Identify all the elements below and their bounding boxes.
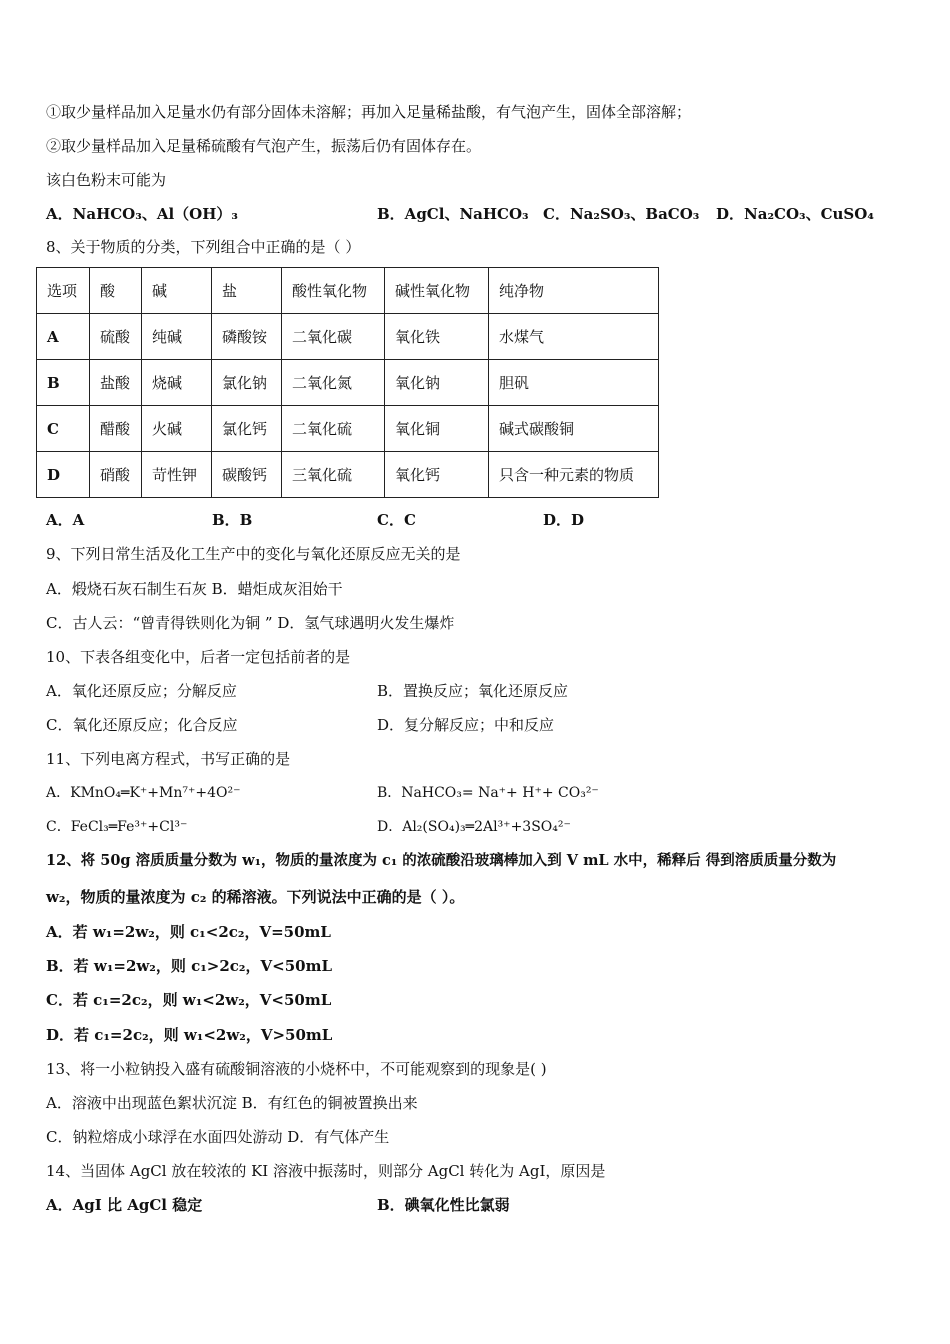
header-cell: 碱 xyxy=(142,268,212,314)
table-row xyxy=(37,452,659,498)
table-row xyxy=(37,406,659,452)
q7-option-b: B．AgCl、NaHCO₃ xyxy=(377,205,529,223)
header-cell: 酸 xyxy=(90,268,142,314)
table-cell: 烧碱 xyxy=(142,360,212,406)
classification-table xyxy=(36,267,659,498)
header-cell: 纯净物 xyxy=(489,268,659,314)
table-cell: 氧化钠 xyxy=(385,360,489,406)
header-cell: 碱性氧化物 xyxy=(385,268,489,314)
table-cell: 氧化铁 xyxy=(385,314,489,360)
q10-option-a: A．氧化还原反应；分解反应 xyxy=(46,682,237,700)
table-cell: A xyxy=(37,314,90,360)
table-cell: 醋酸 xyxy=(90,406,142,452)
q12-option-b: B．若 w₁=2w₂，则 c₁>2c₂，V<50mL xyxy=(46,957,333,975)
table-cell: 硝酸 xyxy=(90,452,142,498)
table-cell: 磷酸铵 xyxy=(212,314,282,360)
q7-prompt: 该白色粉末可能为 xyxy=(46,171,167,189)
q12-option-c: C．若 c₁=2c₂，则 w₁<2w₂，V<50mL xyxy=(46,991,332,1009)
table-cell: 氧化铜 xyxy=(385,406,489,452)
table-cell: C xyxy=(37,406,90,452)
table-row xyxy=(37,314,659,360)
q9-options-line-2: C．古人云：“曾青得铁则化为铜 ” D．氢气球遇明火发生爆炸 xyxy=(46,614,455,632)
table-cell: 二氧化硫 xyxy=(282,406,385,452)
q13-stem: 13、将一小粒钠投入盛有硫酸铜溶液的小烧杯中，不可能观察到的现象是( ) xyxy=(46,1060,547,1078)
q9-stem: 9、下列日常生活及化工生产中的变化与氧化还原反应无关的是 xyxy=(46,545,461,563)
header-cell: 盐 xyxy=(212,268,282,314)
q7-statement-2: ②取少量样品加入足量稀硫酸有气泡产生，振荡后仍有固体存在。 xyxy=(46,137,482,155)
q8-option-a: A．A xyxy=(46,511,85,529)
table-cell: 二氧化氮 xyxy=(282,360,385,406)
table-cell: 纯碱 xyxy=(142,314,212,360)
table-row xyxy=(37,360,659,406)
table-cell: 碱式碳酸铜 xyxy=(489,406,659,452)
q7-option-c: C．Na₂SO₃、BaCO₃ xyxy=(543,205,700,223)
header-cell: 酸性氧化物 xyxy=(282,268,385,314)
q10-option-b: B．置换反应；氧化还原反应 xyxy=(377,682,569,700)
q11-stem: 11、下列电离方程式，书写正确的是 xyxy=(46,750,291,768)
q8-option-b: B．B xyxy=(212,511,253,529)
q8-option-c: C．C xyxy=(377,511,416,529)
q11-option-b: B．NaHCO₃= Na⁺+ H⁺+ CO₃²⁻ xyxy=(377,785,599,801)
q11-option-c: C．FeCl₃═Fe³⁺+Cl³⁻ xyxy=(46,819,188,835)
table-cell: 三氧化硫 xyxy=(282,452,385,498)
table-cell: 水煤气 xyxy=(489,314,659,360)
table-cell: 氧化钙 xyxy=(385,452,489,498)
table-cell: B xyxy=(37,360,90,406)
q14-stem: 14、当固体 AgCl 放在较浓的 KI 溶液中振荡时，则部分 AgCl 转化为 AgI，原因是 xyxy=(46,1162,606,1180)
q11-option-a: A．KMnO₄═K⁺+Mn⁷⁺+4O²⁻ xyxy=(46,785,241,801)
q7-option-a: A．NaHCO₃、Al（OH）₃ xyxy=(46,205,238,223)
q10-stem: 10、下表各组变化中，后者一定包括前者的是 xyxy=(46,648,351,666)
table-cell: 二氧化碳 xyxy=(282,314,385,360)
q8-stem: 8、关于物质的分类，下列组合中正确的是（ ） xyxy=(46,238,361,256)
q10-option-d: D．复分解反应；中和反应 xyxy=(377,716,555,734)
table-cell: 硫酸 xyxy=(90,314,142,360)
table-cell: 碳酸钙 xyxy=(212,452,282,498)
table-header-row xyxy=(37,268,659,314)
table-cell: D xyxy=(37,452,90,498)
q12-option-a: A．若 w₁=2w₂，则 c₁<2c₂，V=50mL xyxy=(46,923,331,941)
table-cell: 胆矾 xyxy=(489,360,659,406)
header-cell: 选项 xyxy=(37,268,90,314)
q13-options-line-2: C．钠粒熔成小球浮在水面四处游动 D．有气体产生 xyxy=(46,1128,390,1146)
q12-option-d: D．若 c₁=2c₂，则 w₁<2w₂，V>50mL xyxy=(46,1026,333,1044)
q13-options-line-1: A．溶液中出现蓝色絮状沉淀 B．有红色的铜被置换出来 xyxy=(46,1094,418,1112)
q10-option-c: C．氧化还原反应；化合反应 xyxy=(46,716,238,734)
q11-option-d: D．Al₂(SO₄)₃═2Al³⁺+3SO₄²⁻ xyxy=(377,819,571,835)
table-cell: 盐酸 xyxy=(90,360,142,406)
q12-stem-line-1: 12、将 50g 溶质质量分数为 w₁，物质的量浓度为 c₁ 的浓硫酸沿玻璃棒加入到 V mL 水中，稀释后 得到溶质质量分数为 xyxy=(46,852,837,869)
q8-option-d: D．D xyxy=(543,511,585,529)
table-cell: 氯化钠 xyxy=(212,360,282,406)
q14-option-a: A．AgI 比 AgCl 稳定 xyxy=(46,1196,203,1214)
q7-statement-1: ①取少量样品加入足量水仍有部分固体未溶解；再加入足量稀盐酸，有气泡产生，固体全部溶解； xyxy=(46,103,692,121)
table-cell: 只含一种元素的物质 xyxy=(489,452,659,498)
table-cell: 氯化钙 xyxy=(212,406,282,452)
table-cell: 火碱 xyxy=(142,406,212,452)
q9-options-line-1: A．煅烧石灰石制生石灰 B．蜡炬成灰泪始干 xyxy=(46,580,343,598)
q7-option-d: D．Na₂CO₃、CuSO₄ xyxy=(716,205,874,223)
table-cell: 苛性钾 xyxy=(142,452,212,498)
q14-option-b: B．碘氧化性比氯弱 xyxy=(377,1196,510,1214)
q12-stem-line-2: w₂，物质的量浓度为 c₂ 的稀溶液。下列说法中正确的是（ ）。 xyxy=(46,888,465,906)
